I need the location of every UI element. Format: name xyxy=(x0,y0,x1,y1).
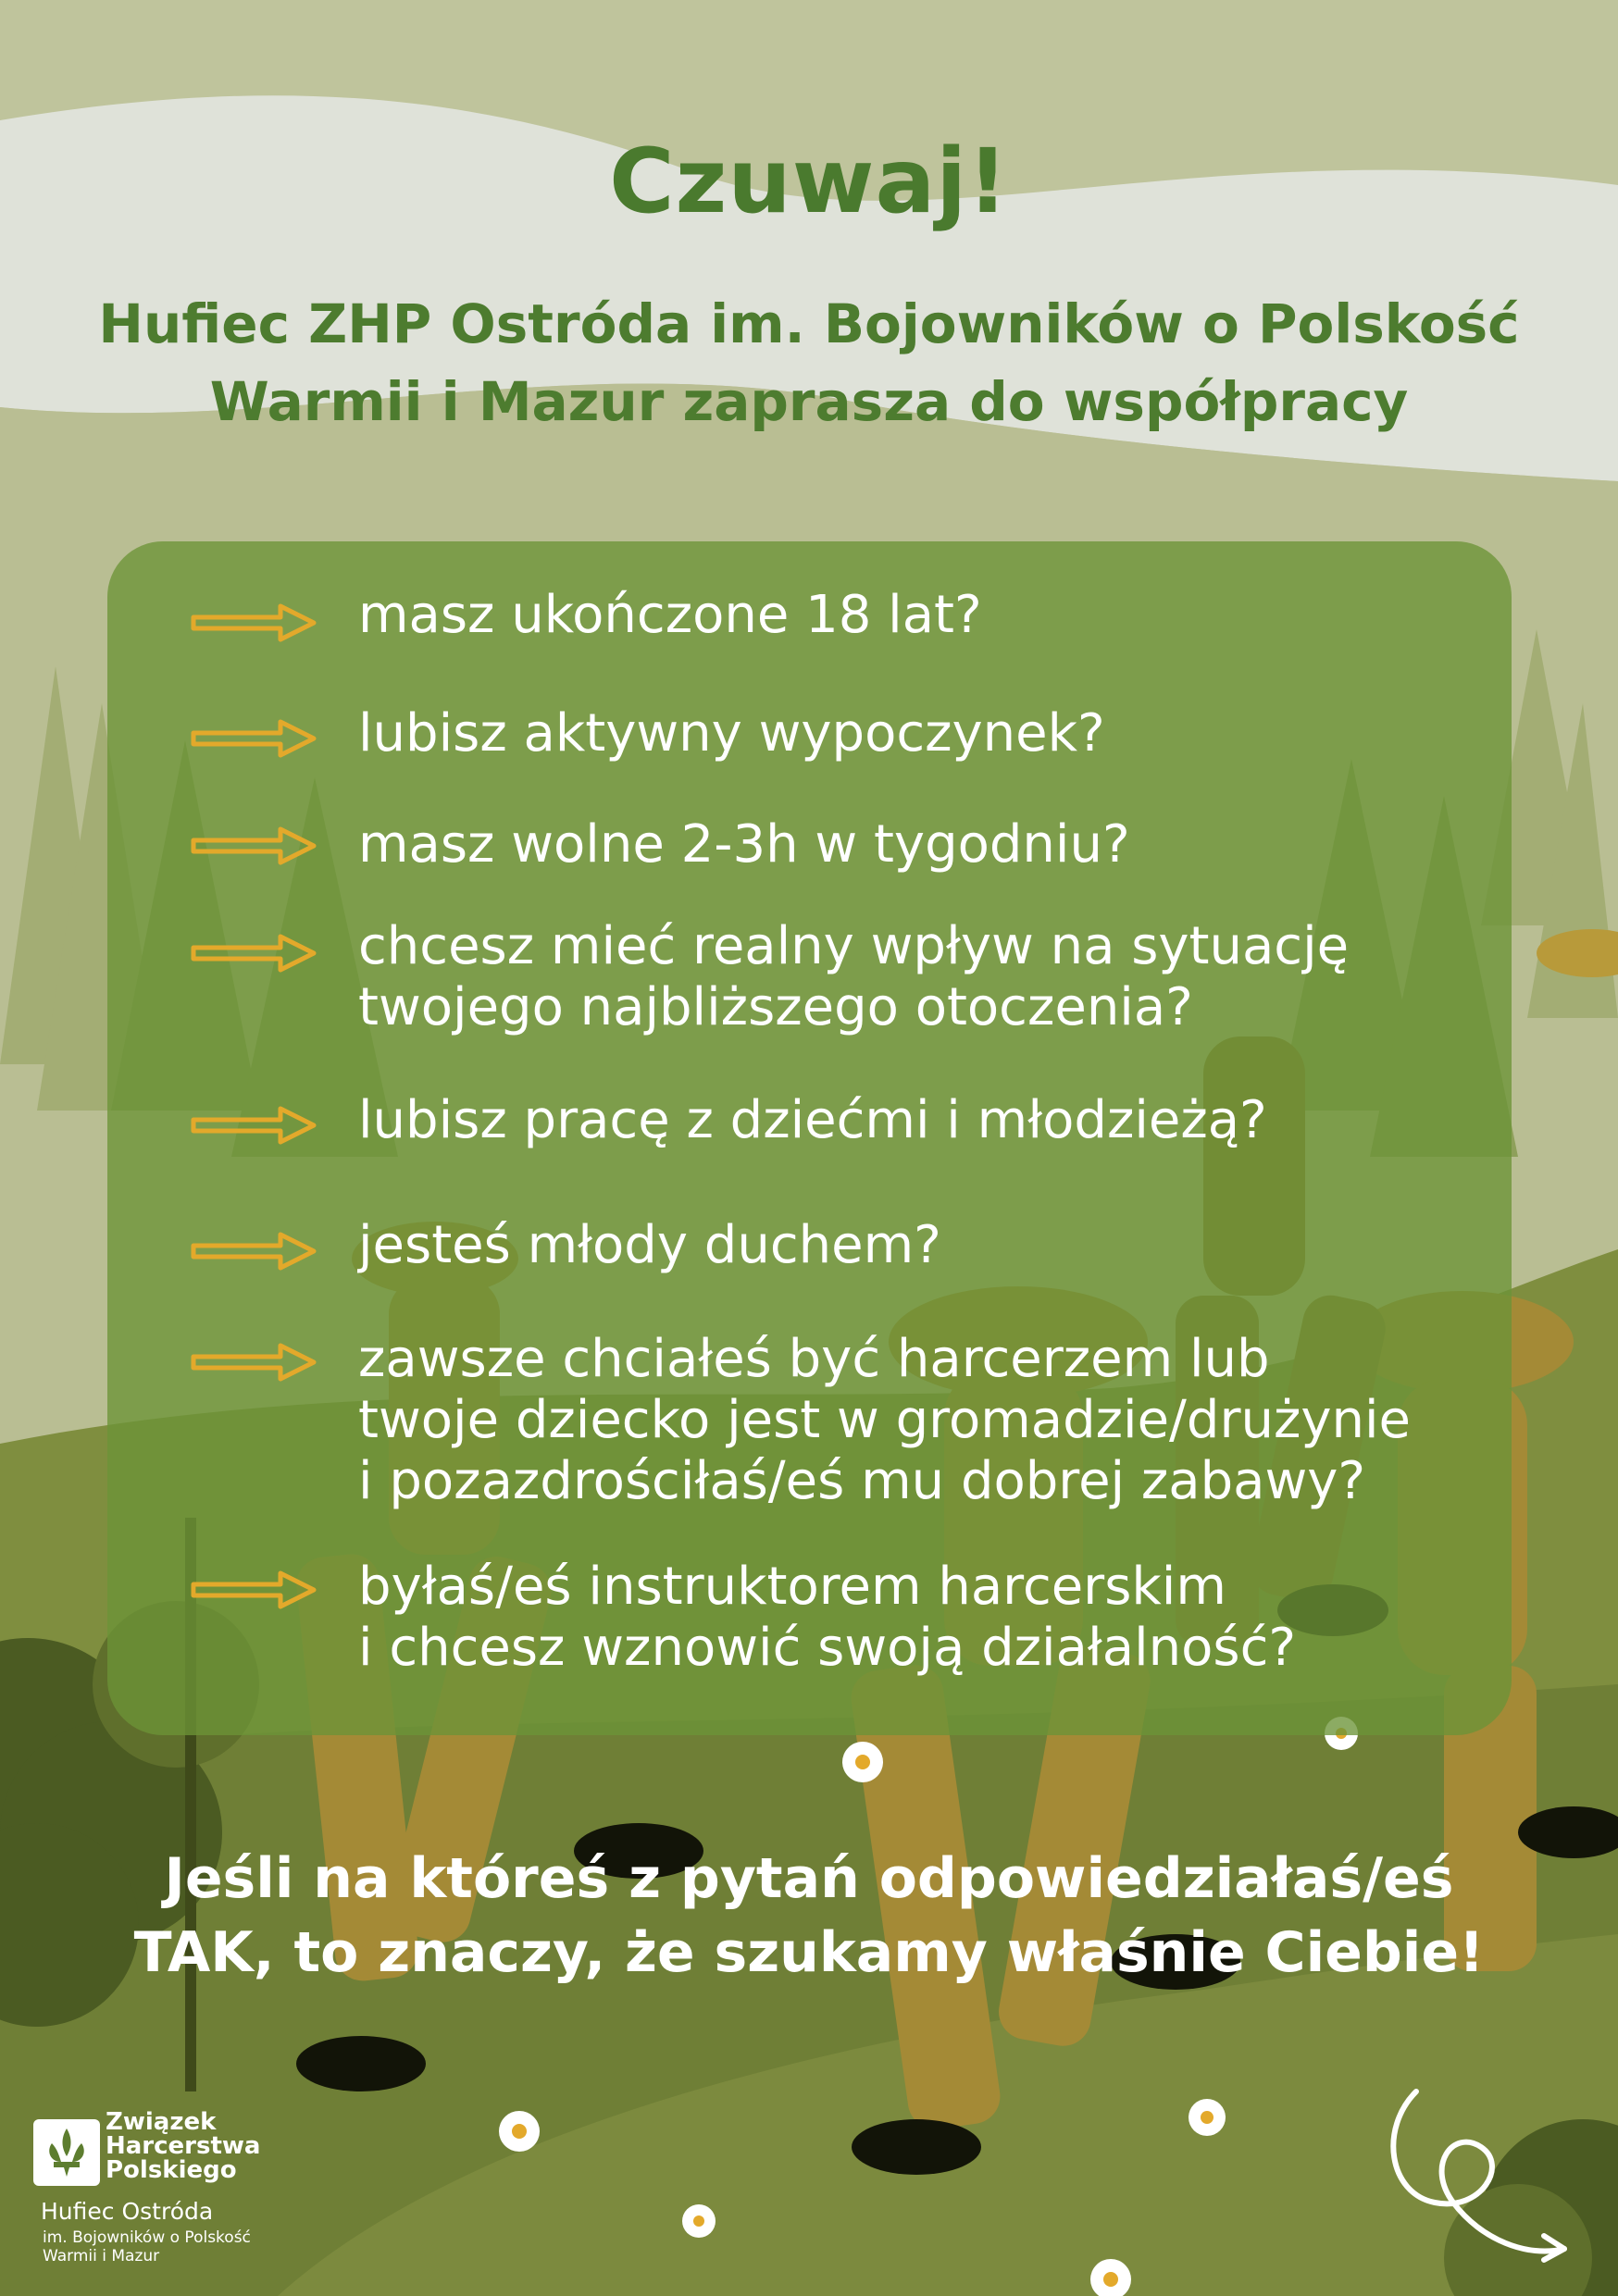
logo-name-line: Harcerstwa xyxy=(106,2132,261,2160)
question-line: twoje dziecko jest w gromadzie/drużynie xyxy=(358,1390,1412,1450)
question-line: chcesz mieć realny wpływ na sytuację xyxy=(358,916,1350,976)
zhp-logo xyxy=(33,2110,311,2277)
question-line: lubisz pracę z dziećmi i młodzieżą? xyxy=(358,1090,1267,1150)
question-item xyxy=(358,703,1497,764)
question-line: masz ukończone 18 lat? xyxy=(358,585,982,645)
question-line: lubisz aktywny wypoczynek? xyxy=(358,703,1105,763)
question-line: masz wolne 2-3h w tygodniu? xyxy=(358,814,1130,875)
logo-sub-line: Warmii i Mazur xyxy=(43,2247,160,2265)
cta-line: Jeśli na któreś z pytań odpowiedziałaś/eś xyxy=(164,1846,1454,1911)
question-line: byłaś/eś instruktorem harcerskim xyxy=(358,1557,1226,1617)
question-item xyxy=(358,916,1497,1038)
arrow-right-icon xyxy=(190,717,319,760)
question-item xyxy=(358,1215,1497,1276)
subtitle-line: Hufiec ZHP Ostróda im. Bojowników o Polskość xyxy=(98,292,1520,355)
subtitle xyxy=(74,285,1544,441)
question-item xyxy=(358,1329,1497,1512)
logo-badge xyxy=(33,2119,100,2186)
arrow-right-icon xyxy=(190,1569,319,1611)
arrow-right-icon xyxy=(190,932,319,974)
question-item xyxy=(358,814,1497,875)
arrow-right-icon xyxy=(190,602,319,644)
cta-line: TAK, to znaczy, że szukamy właśnie Ciebie! xyxy=(133,1920,1485,1985)
logo-name-line: Związek xyxy=(106,2108,217,2136)
subtitle-line: Warmii i Mazur zaprasza do współpracy xyxy=(209,370,1409,433)
logo-name-line: Polskiego xyxy=(106,2156,237,2184)
logo-subtitle xyxy=(43,2228,251,2265)
signature-swirl-icon xyxy=(1379,2082,1574,2267)
arrow-right-icon xyxy=(190,1341,319,1384)
question-item xyxy=(358,1090,1497,1151)
question-line: zawsze chciałeś być harcerzem lub xyxy=(358,1329,1270,1389)
arrow-right-icon xyxy=(190,1230,319,1272)
question-item xyxy=(358,585,1497,646)
logo-name xyxy=(106,2110,260,2182)
arrow-right-icon xyxy=(190,1104,319,1147)
question-item xyxy=(358,1557,1497,1679)
logo-sub-line: im. Bojowników o Polskość xyxy=(43,2228,251,2247)
page-title: Czuwaj! xyxy=(609,130,1009,233)
zhp-lily-icon xyxy=(33,2119,100,2186)
question-line: jesteś młody duchem? xyxy=(358,1215,941,1275)
question-line: i chcesz wznowić swoją działalność? xyxy=(358,1618,1297,1678)
call-to-action xyxy=(74,1842,1544,1990)
question-line: twojego najbliższego otoczenia? xyxy=(358,977,1193,1037)
question-line: i pozazdrościłaś/eś mu dobrej zabawy? xyxy=(358,1451,1366,1511)
logo-hufiec: Hufiec Ostróda xyxy=(41,2198,214,2225)
arrow-right-icon xyxy=(190,825,319,867)
